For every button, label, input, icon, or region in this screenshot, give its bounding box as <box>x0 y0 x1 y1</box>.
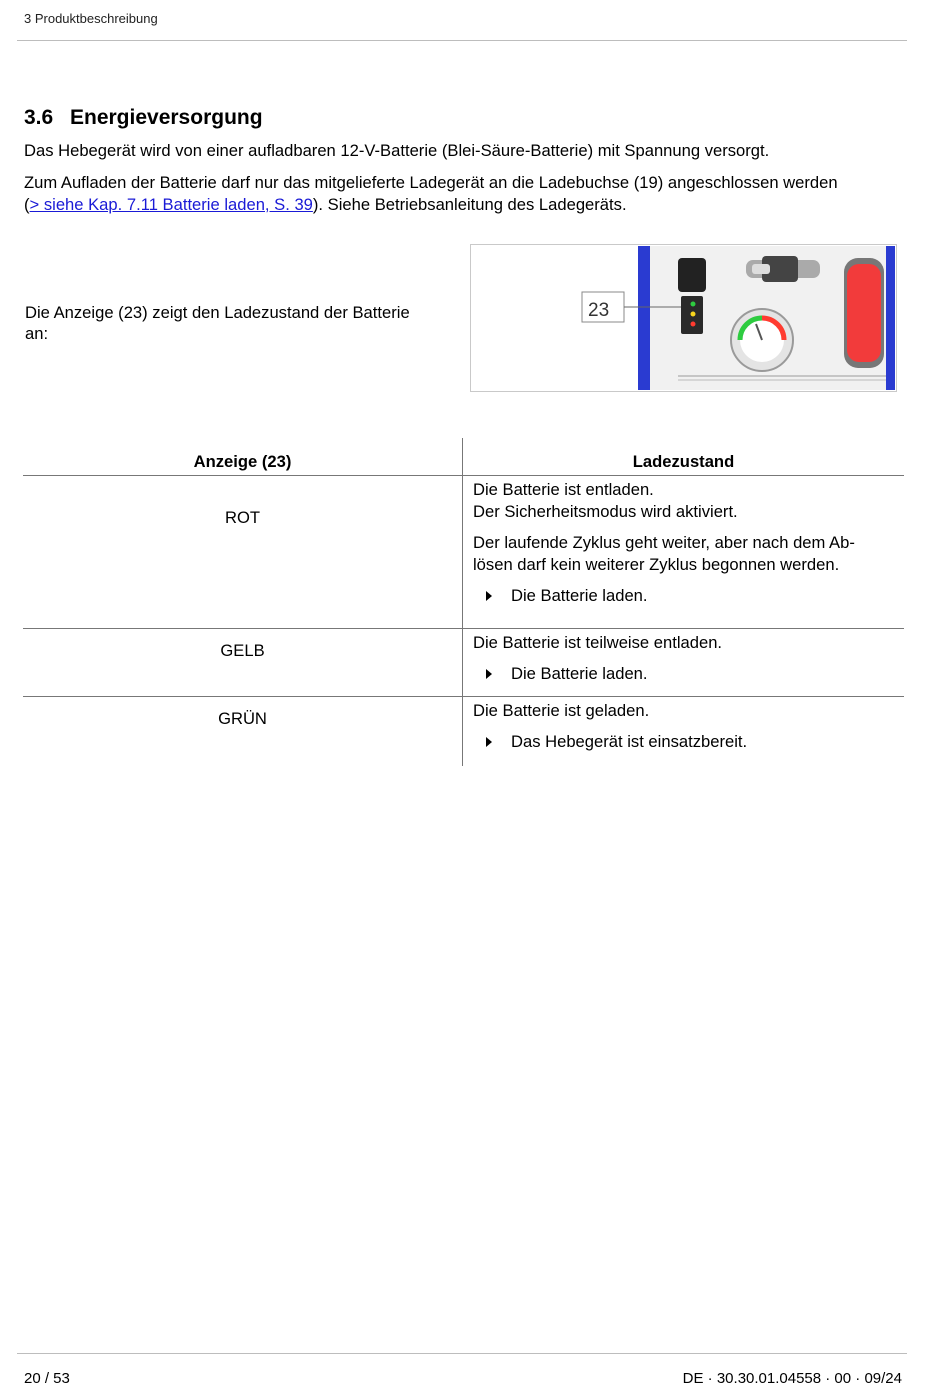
state-line: Die Batterie ist geladen. <box>473 701 650 720</box>
section-heading <box>24 106 263 130</box>
action-step-text: Die Batterie laden. <box>511 586 648 605</box>
table-row <box>23 697 904 766</box>
charging-line-2 <box>24 194 904 216</box>
table-row <box>23 629 904 697</box>
triangle-bullet-icon <box>486 591 492 601</box>
state-cell <box>473 479 893 607</box>
indicator-red: ROT <box>224 508 261 527</box>
page-number: 20 / 53 <box>24 1370 70 1386</box>
chapter-link[interactable]: > siehe Kap. 7.11 Batterie laden, S. 39 <box>29 195 313 214</box>
display-description-line-2: an: <box>25 324 49 343</box>
panel-right-edge <box>886 246 895 390</box>
open-paren: ( <box>24 195 30 214</box>
display-description-line-1: Die Anzeige (23) zeigt den Ladezustand der Batterie <box>25 303 410 322</box>
state-note-line-2: lösen darf kein weiterer Zyklus begonnen werden. <box>473 555 840 574</box>
charging-line-1: Zum Aufladen der Batterie darf nur das mitgelieferte Ladegerät an die Ladebuchse (19) angeschlossen werden <box>24 173 838 192</box>
callout-label: 23 <box>588 300 610 321</box>
action-step-text: Das Hebegerät ist einsatzbereit. <box>511 732 748 751</box>
state-line: Die Batterie ist teilweise entladen. <box>473 633 723 652</box>
header-indicator: Anzeige (23) <box>193 452 292 471</box>
led-green <box>691 302 696 307</box>
display-description <box>25 302 455 344</box>
action-step-text: Die Batterie laden. <box>511 664 648 683</box>
table-header <box>23 438 904 476</box>
black-button <box>678 258 706 292</box>
triangle-bullet-icon <box>486 737 492 747</box>
red-button <box>847 264 881 362</box>
state-cell <box>473 700 893 753</box>
indicator-yellow: GELB <box>220 641 265 660</box>
state-line: Die Batterie ist entladen. <box>473 480 654 499</box>
charging-paragraph <box>24 172 904 216</box>
table-row <box>23 476 904 629</box>
state-note-line-1: Der laufende Zyklus geht weiter, aber nach dem Ab- <box>473 533 855 552</box>
running-header: 3 Produktbeschreibung <box>24 11 158 26</box>
indicator-green: GRÜN <box>218 709 267 728</box>
state-note <box>473 532 893 576</box>
action-step <box>473 731 893 753</box>
action-step <box>473 585 893 607</box>
document-id: DE · 30.30.01.04558 · 00 · 09/24 <box>682 1370 902 1386</box>
section-title: Energieversorgung <box>70 106 263 129</box>
triangle-bullet-icon <box>486 669 492 679</box>
led-yellow <box>691 312 696 317</box>
action-step <box>473 663 893 685</box>
header-charge-state: Ladezustand <box>632 452 735 471</box>
footer-rule <box>17 1353 907 1354</box>
section-number: 3.6 <box>24 106 54 129</box>
header-rule <box>17 40 907 41</box>
panel-left-edge <box>638 246 650 390</box>
charging-line-2-rest: ). Siehe Betriebsanleitung des Ladegeräts. <box>312 195 627 214</box>
state-cell <box>473 632 893 685</box>
control-panel-figure <box>470 244 897 392</box>
state-line: Der Sicherheitsmodus wird aktiviert. <box>473 502 738 521</box>
intro-paragraph: Das Hebegerät wird von einer aufladbaren 12-V-Batterie (Blei-Säure-Batterie) mit Spannung versorgt. <box>24 141 770 160</box>
led-red <box>691 322 696 327</box>
